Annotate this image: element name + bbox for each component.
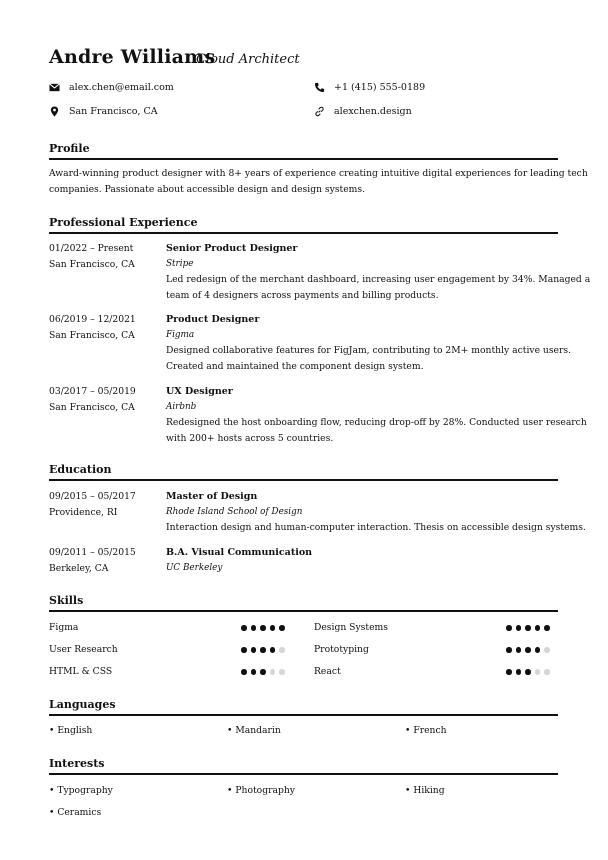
rating-dot-filled	[525, 625, 531, 631]
rating-dot-empty	[270, 669, 276, 675]
rating-dot-filled	[506, 669, 512, 675]
link-icon	[314, 106, 325, 117]
rating-dot-empty	[279, 669, 285, 675]
skill-rating	[506, 625, 550, 631]
interests-heading: Interests	[49, 757, 105, 770]
experience-company: Airbnb	[166, 401, 197, 412]
education-desc: Interaction design and human-computer interaction. Thesis on accessible design systems.	[166, 522, 586, 533]
rating-dot-filled	[525, 647, 531, 653]
language-item: • French	[405, 725, 447, 736]
phone-text: +1 (415) 555-0189	[334, 82, 426, 93]
interest-item: • Photography	[227, 785, 295, 796]
section-divider	[49, 232, 558, 234]
education-item	[166, 489, 586, 536]
rating-dot-filled	[525, 669, 531, 675]
experience-dates: 03/2017 – 05/2019	[49, 386, 136, 397]
rating-dot-filled	[279, 625, 285, 631]
rating-dot-filled	[516, 625, 522, 631]
experience-location: San Francisco, CA	[49, 329, 135, 341]
skill-name: HTML & CSS	[49, 666, 113, 677]
rating-dot-filled	[241, 625, 247, 631]
interest-item: • Hiking	[405, 785, 445, 796]
rating-dot-empty	[535, 669, 541, 675]
experience-item	[166, 241, 590, 303]
experience-dates: 06/2019 – 12/2021	[49, 314, 136, 325]
rating-dot-filled	[251, 669, 257, 675]
education-heading: Education	[49, 463, 112, 476]
rating-dot-filled	[241, 647, 247, 653]
rating-dot-filled	[535, 625, 541, 631]
education-location: Providence, RI	[49, 506, 118, 518]
rating-dot-empty	[544, 647, 550, 653]
experience-desc-line: team of 4 designers across payments and billing products.	[166, 289, 439, 301]
language-item: • English	[49, 725, 93, 736]
rating-dot-filled	[506, 625, 512, 631]
experience-item-dates-block	[49, 384, 136, 415]
skill-name: User Research	[49, 644, 118, 655]
rating-dot-filled	[260, 647, 266, 653]
education-dates: 09/2011 – 05/2015	[49, 547, 136, 558]
rating-dot-empty	[279, 647, 285, 653]
skill-rating	[506, 669, 550, 675]
experience-role: Product Designer	[166, 314, 260, 325]
experience-heading: Professional Experience	[49, 216, 198, 229]
education-item	[166, 545, 312, 576]
education-dates: 09/2015 – 05/2017	[49, 491, 136, 502]
rating-dot-filled	[535, 647, 541, 653]
section-divider	[49, 479, 558, 481]
interest-item: • Typography	[49, 785, 113, 796]
skill-name: Figma	[49, 622, 79, 633]
languages-heading: Languages	[49, 698, 116, 711]
rating-dot-filled	[270, 647, 276, 653]
experience-desc-line: Led redesign of the merchant dashboard, increasing user engagement by 34%. Managed a	[166, 274, 591, 285]
experience-desc-line: Redesigned the host onboarding flow, reducing drop-off by 28%. Conducted user research	[166, 417, 587, 428]
skill-rating	[506, 647, 550, 653]
website-text: alexchen.design	[334, 106, 412, 117]
education-dates-block	[49, 545, 136, 576]
experience-desc-line: with 200+ hosts across 5 countries.	[166, 432, 334, 444]
experience-role: Senior Product Designer	[166, 243, 298, 254]
job-title: Cloud Architect	[196, 52, 300, 67]
contact-phone[interactable]	[314, 82, 425, 93]
skill-rating	[241, 625, 285, 631]
location-pin-icon	[49, 106, 60, 117]
profile-heading: Profile	[49, 142, 90, 155]
rating-dot-filled	[260, 625, 266, 631]
profile-line: Award-winning product designer with 8+ years of experience creating intuitive digital experiences for leading tech	[49, 168, 588, 179]
profile-summary	[49, 166, 588, 197]
contact-email[interactable]	[49, 82, 174, 93]
experience-location: San Francisco, CA	[49, 258, 135, 270]
phone-icon	[314, 82, 325, 93]
email-text: alex.chen@email.com	[69, 82, 174, 93]
experience-desc-line: Designed collaborative features for FigJam, contributing to 2M+ monthly active users.	[166, 345, 572, 356]
education-school: UC Berkeley	[166, 562, 223, 573]
interest-item: • Ceramics	[49, 807, 102, 818]
experience-desc-line: Created and maintained the component design system.	[166, 360, 424, 372]
education-degree: Master of Design	[166, 491, 258, 502]
rating-dot-filled	[270, 625, 276, 631]
experience-item	[166, 312, 571, 374]
skill-rating	[241, 647, 285, 653]
section-divider	[49, 158, 558, 160]
profile-line: companies. Passionate about accessible design and design systems.	[49, 183, 366, 195]
skill-name: Prototyping	[314, 644, 369, 655]
experience-item-dates-block	[49, 312, 136, 343]
skill-name: React	[314, 666, 341, 677]
location-text: San Francisco, CA	[69, 106, 158, 117]
experience-item-dates-block	[49, 241, 135, 272]
education-location: Berkeley, CA	[49, 562, 109, 574]
mail-icon	[49, 82, 60, 93]
rating-dot-filled	[251, 625, 257, 631]
education-dates-block	[49, 489, 136, 520]
candidate-name: Andre Williams	[49, 46, 216, 68]
section-divider	[49, 773, 558, 775]
contact-website[interactable]	[314, 106, 412, 117]
section-divider	[49, 714, 558, 716]
rating-dot-filled	[506, 647, 512, 653]
experience-company: Stripe	[166, 258, 194, 269]
education-school: Rhode Island School of Design	[166, 506, 303, 517]
rating-dot-filled	[544, 625, 550, 631]
contact-location	[49, 106, 158, 117]
rating-dot-empty	[544, 669, 550, 675]
rating-dot-filled	[251, 647, 257, 653]
experience-company: Figma	[166, 329, 195, 340]
rating-dot-filled	[260, 669, 266, 675]
experience-location: San Francisco, CA	[49, 401, 135, 413]
experience-dates: 01/2022 – Present	[49, 243, 134, 254]
education-degree: B.A. Visual Communication	[166, 547, 313, 558]
rating-dot-filled	[516, 647, 522, 653]
skill-name: Design Systems	[314, 622, 388, 633]
experience-role: UX Designer	[166, 386, 233, 397]
skill-rating	[241, 669, 285, 675]
rating-dot-filled	[516, 669, 522, 675]
section-divider	[49, 610, 558, 612]
experience-item	[166, 384, 587, 446]
skills-heading: Skills	[49, 594, 84, 607]
rating-dot-filled	[241, 669, 247, 675]
language-item: • Mandarin	[227, 725, 281, 736]
